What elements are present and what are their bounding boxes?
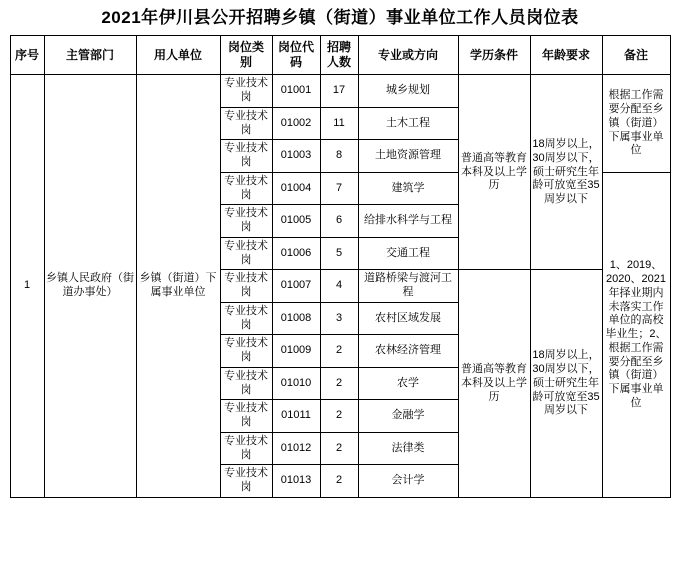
cell-code: 01003	[272, 140, 320, 173]
header-num: 招聘人数	[320, 36, 358, 75]
cell-type: 专业技术岗	[220, 237, 272, 270]
page-title: 2021年伊川县公开招聘乡镇（街道）事业单位工作人员岗位表	[101, 8, 579, 27]
cell-major: 给排水科学与工程	[358, 205, 458, 238]
cell-num: 2	[320, 465, 358, 498]
cell-type: 专业技术岗	[220, 140, 272, 173]
table-row	[10, 75, 670, 108]
cell-num: 8	[320, 140, 358, 173]
cell-major: 农林经济管理	[358, 335, 458, 368]
cell-code: 01009	[272, 335, 320, 368]
cell-edu: 普通高等教育本科及以上学历	[458, 75, 530, 270]
cell-type: 专业技术岗	[220, 465, 272, 498]
cell-major: 会计学	[358, 465, 458, 498]
cell-code: 01004	[272, 172, 320, 205]
cell-major: 交通工程	[358, 237, 458, 270]
cell-num: 6	[320, 205, 358, 238]
cell-seq: 1	[10, 75, 44, 498]
cell-type: 专业技术岗	[220, 367, 272, 400]
header-remark: 备注	[602, 36, 670, 75]
cell-code: 01001	[272, 75, 320, 108]
cell-major: 金融学	[358, 400, 458, 433]
cell-code: 01012	[272, 432, 320, 465]
header-major: 专业或方向	[358, 36, 458, 75]
cell-remark: 根据工作需要分配至乡镇（街道）下属事业单位	[602, 75, 670, 173]
cell-dept: 乡镇人民政府（街道办事处）	[44, 75, 136, 498]
cell-edu: 普通高等教育本科及以上学历	[458, 270, 530, 498]
header-type: 岗位类别	[220, 36, 272, 75]
header-seq: 序号	[10, 36, 44, 75]
cell-code: 01007	[272, 270, 320, 303]
cell-code: 01010	[272, 367, 320, 400]
header-age: 年龄要求	[530, 36, 602, 75]
header-code: 岗位代码	[272, 36, 320, 75]
cell-age: 18周岁以上，30周岁以下，硕士研究生年龄可放宽至35周岁以下	[530, 75, 602, 270]
cell-type: 专业技术岗	[220, 335, 272, 368]
cell-major: 城乡规划	[358, 75, 458, 108]
cell-num: 2	[320, 367, 358, 400]
cell-major: 建筑学	[358, 172, 458, 205]
cell-type: 专业技术岗	[220, 270, 272, 303]
cell-code: 01013	[272, 465, 320, 498]
cell-major: 土地资源管理	[358, 140, 458, 173]
cell-num: 17	[320, 75, 358, 108]
cell-code: 01005	[272, 205, 320, 238]
cell-num: 5	[320, 237, 358, 270]
cell-major: 农村区域发展	[358, 302, 458, 335]
table-body	[10, 75, 670, 498]
cell-major: 农学	[358, 367, 458, 400]
cell-num: 2	[320, 335, 358, 368]
cell-code: 01002	[272, 107, 320, 140]
cell-unit: 乡镇（街道）下属事业单位	[136, 75, 220, 498]
cell-type: 专业技术岗	[220, 205, 272, 238]
cell-type: 专业技术岗	[220, 302, 272, 335]
cell-num: 2	[320, 400, 358, 433]
header-edu: 学历条件	[458, 36, 530, 75]
cell-num: 2	[320, 432, 358, 465]
cell-code: 01011	[272, 400, 320, 433]
cell-num: 3	[320, 302, 358, 335]
header-unit: 用人单位	[136, 36, 220, 75]
table-header-row	[10, 36, 670, 75]
cell-type: 专业技术岗	[220, 432, 272, 465]
cell-major: 法律类	[358, 432, 458, 465]
cell-remark: 1、2019、2020、2021年择业期内未落实工作单位的高校毕业生；2、根据工作需要分配至乡镇（街道）下属事业单位	[602, 172, 670, 497]
cell-num: 7	[320, 172, 358, 205]
cell-type: 专业技术岗	[220, 107, 272, 140]
cell-type: 专业技术岗	[220, 400, 272, 433]
cell-type: 专业技术岗	[220, 172, 272, 205]
cell-num: 4	[320, 270, 358, 303]
cell-num: 11	[320, 107, 358, 140]
cell-code: 01006	[272, 237, 320, 270]
header-dept: 主管部门	[44, 36, 136, 75]
cell-major: 土木工程	[358, 107, 458, 140]
cell-major: 道路桥梁与渡河工程	[358, 270, 458, 303]
cell-code: 01008	[272, 302, 320, 335]
job-positions-table	[10, 35, 671, 498]
cell-type: 专业技术岗	[220, 75, 272, 108]
cell-age: 18周岁以上，30周岁以下，硕士研究生年龄可放宽至35周岁以下	[530, 270, 602, 498]
